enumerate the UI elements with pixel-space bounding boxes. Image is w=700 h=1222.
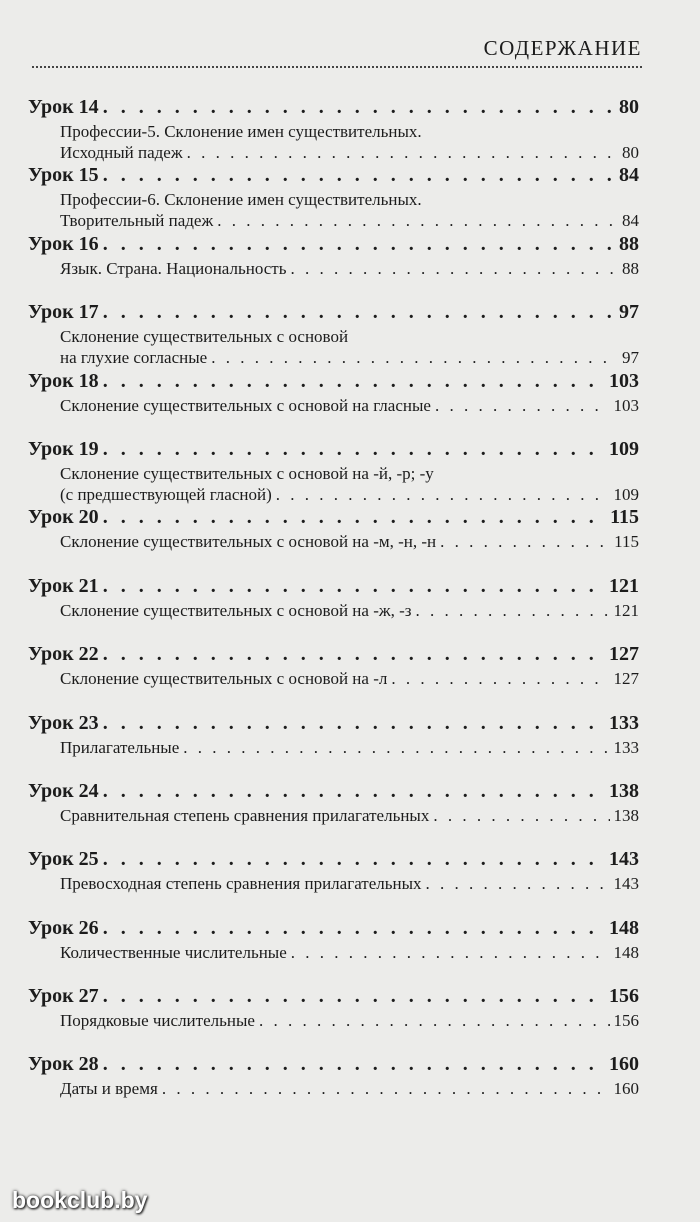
table-of-contents — [28, 96, 639, 1122]
lesson-heading — [28, 301, 639, 327]
dotted-rule — [32, 66, 642, 68]
topic-page: 133 — [613, 737, 639, 757]
lesson-title: Урок 16 — [28, 232, 99, 255]
lesson-title: Урок 24 — [28, 779, 99, 802]
dot-leader — [103, 164, 615, 187]
topic-line — [28, 396, 639, 417]
lesson-page: 148 — [609, 916, 639, 939]
topic-line — [28, 143, 639, 164]
dot-leader — [211, 348, 618, 368]
lesson-title: Урок 21 — [28, 574, 99, 597]
dot-leader — [291, 943, 610, 963]
topic-text: Склонение существительных с основой на -й, -р; -у — [60, 463, 434, 483]
topic-line — [28, 874, 639, 895]
topic-page: 121 — [613, 600, 639, 620]
page-title: СОДЕРЖАНИЕ — [483, 36, 642, 60]
lesson-heading — [28, 506, 639, 532]
dot-leader — [103, 96, 615, 119]
lesson-page: 160 — [609, 1053, 639, 1076]
toc-lesson-20 — [28, 506, 639, 574]
dot-leader — [259, 1011, 610, 1031]
toc-lesson-24 — [28, 780, 639, 848]
topic-line — [28, 211, 639, 232]
topic-line — [28, 485, 639, 506]
topic-text: Язык. Страна. Национальность — [60, 258, 287, 278]
toc-lesson-16 — [28, 233, 639, 301]
topic-line — [28, 806, 639, 827]
lesson-title: Урок 17 — [28, 301, 99, 324]
toc-lesson-25 — [28, 848, 639, 916]
topic-page: 115 — [614, 532, 639, 552]
lesson-page: 84 — [619, 164, 639, 187]
topic-text: Количественные числительные — [60, 942, 287, 962]
lesson-heading — [28, 917, 639, 943]
topic-text: Творительный падеж — [60, 211, 214, 231]
topic-line — [28, 327, 639, 348]
topic-line — [28, 532, 639, 553]
lesson-heading — [28, 848, 639, 874]
dot-leader — [187, 143, 618, 163]
topic-text: Даты и время — [60, 1079, 158, 1099]
dot-leader — [103, 370, 605, 393]
toc-lesson-21 — [28, 575, 639, 643]
topic-line — [28, 190, 639, 211]
toc-lesson-17 — [28, 301, 639, 369]
lesson-page: 88 — [619, 232, 639, 255]
topic-line — [28, 943, 639, 964]
topic-page: 160 — [613, 1079, 639, 1099]
lesson-title: Урок 19 — [28, 437, 99, 460]
dot-leader — [103, 712, 605, 735]
lesson-title: Урок 23 — [28, 711, 99, 734]
topic-line — [28, 122, 639, 143]
lesson-title: Урок 27 — [28, 985, 99, 1008]
dot-leader — [103, 438, 605, 461]
topic-line — [28, 464, 639, 485]
lesson-page: 103 — [609, 369, 639, 392]
topic-line — [28, 348, 639, 369]
toc-lesson-23 — [28, 712, 639, 780]
dot-leader — [103, 848, 605, 871]
topic-page: 84 — [622, 211, 639, 231]
topic-page: 148 — [613, 942, 639, 962]
lesson-heading — [28, 780, 639, 806]
dot-leader — [290, 259, 618, 279]
dot-leader — [103, 780, 605, 803]
topic-text: Превосходная степень сравнения прилагательных — [60, 874, 422, 894]
toc-lesson-26 — [28, 917, 639, 985]
lesson-page: 109 — [609, 437, 639, 460]
topic-page: 80 — [622, 143, 639, 162]
dot-leader — [103, 233, 615, 256]
topic-text: Склонение существительных с основой — [60, 327, 349, 347]
toc-lesson-28 — [28, 1053, 639, 1121]
dot-leader — [103, 643, 605, 666]
dot-leader — [433, 806, 609, 826]
lesson-title: Урок 18 — [28, 369, 99, 392]
topic-text: (с предшествующей гласной) — [60, 484, 272, 504]
lesson-title: Урок 25 — [28, 848, 99, 871]
lesson-page: 127 — [609, 643, 639, 666]
topic-text: Профессии-5. Склонение имен существительных. — [60, 122, 422, 141]
toc-lesson-27 — [28, 985, 639, 1053]
dot-leader — [103, 301, 615, 324]
dot-leader — [415, 601, 609, 621]
lesson-heading — [28, 1053, 639, 1079]
topic-page: 109 — [613, 484, 639, 504]
topic-page: 143 — [613, 874, 639, 894]
lesson-page: 143 — [609, 848, 639, 871]
topic-page: 127 — [613, 669, 639, 689]
dot-leader — [103, 506, 606, 529]
topic-page: 138 — [613, 805, 639, 825]
dot-leader — [103, 985, 605, 1008]
topic-page: 88 — [622, 258, 639, 278]
lesson-heading — [28, 575, 639, 601]
topic-page: 156 — [613, 1011, 639, 1031]
lesson-page: 138 — [609, 779, 639, 802]
topic-text: Профессии-6. Склонение имен существительных. — [60, 190, 422, 210]
toc-lesson-18 — [28, 370, 639, 438]
topic-line — [28, 1079, 639, 1100]
topic-text: Склонение существительных с основой на -л — [60, 669, 388, 689]
lesson-heading — [28, 712, 639, 738]
dot-leader — [103, 1053, 605, 1076]
lesson-title: Урок 15 — [28, 164, 99, 187]
lesson-page: 80 — [619, 96, 639, 118]
lesson-title: Урок 20 — [28, 506, 99, 529]
topic-text: Склонение существительных с основой на -ж, -з — [60, 600, 412, 620]
topic-page: 97 — [622, 348, 639, 368]
watermark: bookclub.by — [12, 1187, 148, 1213]
lesson-page: 97 — [619, 301, 639, 324]
topic-text: Сравнительная степень сравнения прилагательных — [60, 805, 430, 825]
dot-leader — [276, 485, 610, 505]
topic-text: на глухие согласные — [60, 348, 208, 368]
lesson-title: Урок 14 — [28, 96, 99, 118]
topic-line — [28, 738, 639, 759]
toc-lesson-22 — [28, 643, 639, 711]
lesson-heading — [28, 96, 639, 122]
dot-leader — [162, 1079, 610, 1099]
dot-leader — [103, 575, 605, 598]
lesson-page: 121 — [609, 574, 639, 597]
lesson-page: 156 — [609, 985, 639, 1008]
topic-line — [28, 669, 639, 690]
topic-line — [28, 259, 639, 280]
lesson-heading — [28, 233, 639, 259]
topic-line — [28, 1011, 639, 1032]
toc-lesson-15 — [28, 164, 639, 232]
dot-leader — [435, 396, 610, 416]
topic-text: Исходный падеж — [60, 143, 183, 162]
lesson-title: Урок 22 — [28, 643, 99, 666]
dot-leader — [103, 917, 605, 940]
topic-text: Порядковые числительные — [60, 1011, 255, 1031]
lesson-title: Урок 28 — [28, 1053, 99, 1076]
topic-line — [28, 601, 639, 622]
lesson-heading — [28, 985, 639, 1011]
topic-page: 103 — [613, 395, 639, 415]
dot-leader — [391, 669, 609, 689]
lesson-heading — [28, 643, 639, 669]
lesson-heading — [28, 438, 639, 464]
topic-text: Склонение существительных с основой на -м, -н, -н — [60, 532, 437, 552]
lesson-heading — [28, 370, 639, 396]
dot-leader — [426, 874, 610, 894]
dot-leader — [217, 211, 618, 231]
lesson-title: Урок 26 — [28, 916, 99, 939]
dot-leader — [440, 532, 610, 552]
topic-text: Прилагательные — [60, 737, 180, 757]
topic-text: Склонение существительных с основой на гласные — [60, 395, 431, 415]
lesson-page: 115 — [610, 506, 639, 529]
toc-lesson-19 — [28, 438, 639, 506]
toc-lesson-14 — [28, 96, 639, 164]
lesson-heading — [28, 164, 639, 190]
lesson-page: 133 — [609, 711, 639, 734]
dot-leader — [183, 738, 609, 758]
